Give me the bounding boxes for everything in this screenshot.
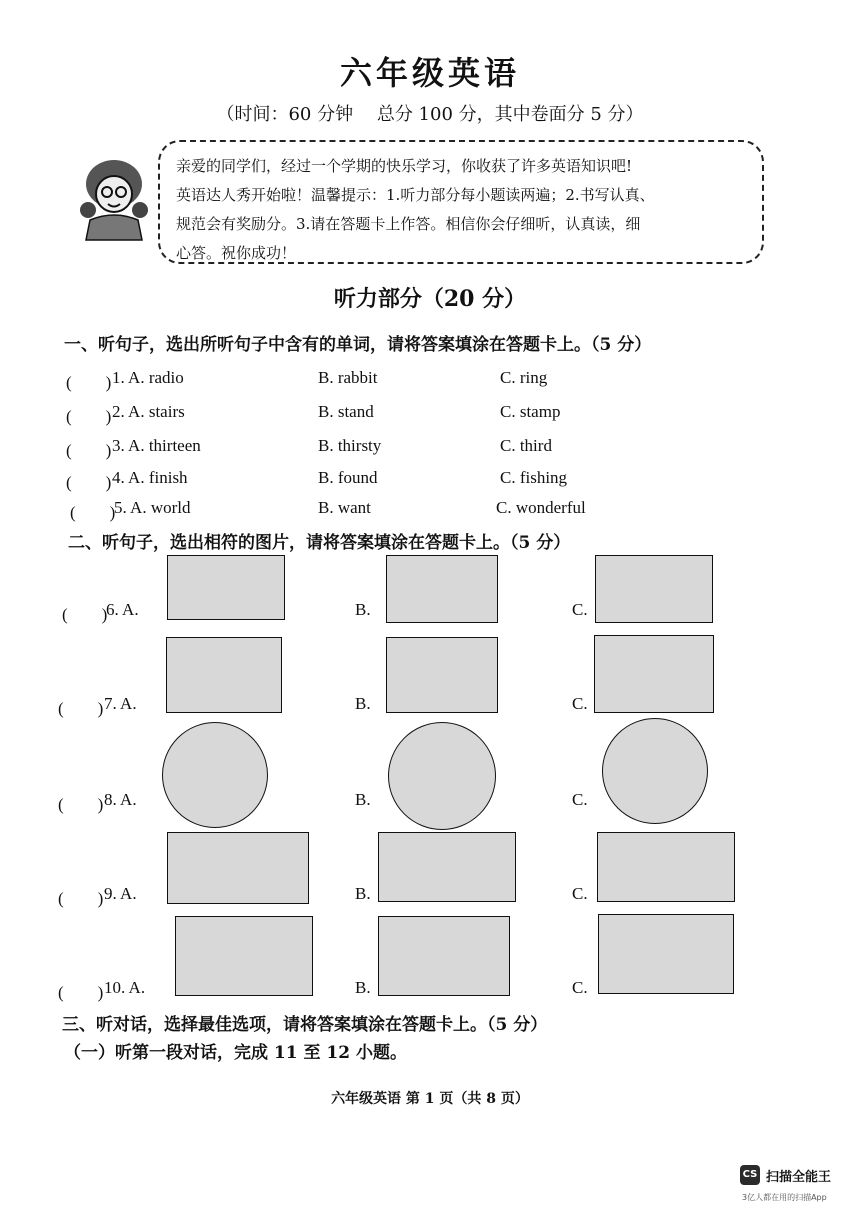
- option-a: 4. A. finish: [112, 468, 188, 487]
- option-c: C. fishing: [500, 468, 568, 487]
- tip-line: 英语达人秀开始啦！温馨提示：1.听力部分每小题读两遍；2.书写认真、: [176, 186, 655, 204]
- picture-option-c[interactable]: [602, 718, 708, 824]
- answer-blank[interactable]: ( ): [70, 503, 116, 522]
- picture-option-b[interactable]: [378, 832, 516, 902]
- picture-option-a[interactable]: [162, 722, 268, 828]
- option-b: B. found: [318, 468, 378, 487]
- answer-blank[interactable]: ( ): [66, 407, 112, 426]
- answer-blank[interactable]: ( ): [58, 699, 104, 718]
- option-a: 2. A. stairs: [112, 402, 185, 421]
- tip-line: 亲爱的同学们，经过一个学期的快乐学习，你收获了许多英语知识吧!: [176, 157, 633, 175]
- part3-subheading: （一）听第一段对话，完成 11 至 12 小题。: [64, 1043, 407, 1063]
- mascot-girl-illustration: [68, 150, 160, 242]
- answer-blank[interactable]: ( ): [66, 441, 112, 460]
- picture-option-c[interactable]: [595, 555, 713, 623]
- picture-option-a[interactable]: [167, 832, 309, 904]
- answer-blank[interactable]: ( ): [58, 795, 104, 814]
- picture-option-c[interactable]: [594, 635, 714, 713]
- scanner-tagline: 3亿人都在用的扫描App: [742, 1193, 827, 1202]
- answer-blank[interactable]: ( ): [58, 889, 104, 908]
- picture-option-b[interactable]: [386, 637, 498, 713]
- tip-box: [158, 140, 764, 264]
- scanner-watermark: 扫描全能王: [766, 1170, 832, 1185]
- option-a-label: 10. A.: [104, 978, 146, 997]
- tip-line: 心答。祝你成功！: [176, 244, 297, 262]
- option-b-label: B.: [355, 884, 371, 903]
- option-b: B. thirsty: [318, 436, 382, 455]
- option-b-label: B.: [355, 790, 371, 809]
- answer-blank[interactable]: ( ): [66, 473, 112, 492]
- option-c: C. stamp: [500, 402, 561, 421]
- option-a: 1. A. radio: [112, 368, 184, 387]
- option-c-label: C.: [572, 978, 588, 997]
- option-c: C. third: [500, 436, 552, 455]
- option-b-label: B.: [355, 600, 371, 619]
- option-a: 3. A. thirteen: [112, 436, 201, 455]
- part2-heading: 二、听句子，选出相符的图片，请将答案填涂在答题卡上。（5 分）: [68, 533, 571, 553]
- answer-blank[interactable]: ( ): [58, 983, 104, 1002]
- option-a: 5. A. world: [114, 498, 191, 517]
- exam-info: （时间：60 分钟 总分 100 分，其中卷面分 5 分）: [216, 104, 644, 125]
- option-b: B. rabbit: [318, 368, 378, 387]
- option-a-label: 9. A.: [104, 884, 137, 903]
- picture-option-a[interactable]: [167, 555, 285, 620]
- option-a-label: 8. A.: [104, 790, 137, 809]
- option-c: C. wonderful: [496, 498, 586, 517]
- picture-option-a[interactable]: [175, 916, 313, 996]
- option-b: B. want: [318, 498, 371, 517]
- picture-option-b[interactable]: [386, 555, 498, 623]
- picture-option-b[interactable]: [378, 916, 510, 996]
- option-a-label: 6. A.: [106, 600, 139, 619]
- answer-blank[interactable]: ( ): [62, 605, 108, 624]
- option-c: C. ring: [500, 368, 548, 387]
- part3-heading: 三、听对话，选择最佳选项，请将答案填涂在答题卡上。（5 分）: [62, 1015, 548, 1035]
- picture-option-c[interactable]: [597, 832, 735, 902]
- section-title: 听力部分（20 分）: [333, 286, 527, 312]
- page-footer: 六年级英语 第 1 页（共 8 页）: [331, 1091, 529, 1107]
- option-c-label: C.: [572, 884, 588, 903]
- option-a-label: 7. A.: [104, 694, 137, 713]
- tip-line: 规范会有奖励分。3.请在答题卡上作答。相信你会仔细听，认真读，细: [176, 215, 641, 233]
- option-c-label: C.: [572, 694, 588, 713]
- scanner-logo-icon: CS: [740, 1165, 760, 1185]
- option-c-label: C.: [572, 600, 588, 619]
- option-b-label: B.: [355, 694, 371, 713]
- part1-heading: 一、听句子，选出所听句子中含有的单词，请将答案填涂在答题卡上。（5 分）: [64, 335, 652, 355]
- page-title: 六年级英语: [339, 54, 520, 92]
- option-c-label: C.: [572, 790, 588, 809]
- option-b-label: B.: [355, 978, 371, 997]
- picture-option-c[interactable]: [598, 914, 734, 994]
- answer-blank[interactable]: ( ): [66, 373, 112, 392]
- picture-option-b[interactable]: [388, 722, 496, 830]
- picture-option-a[interactable]: [166, 637, 282, 713]
- option-b: B. stand: [318, 402, 374, 421]
